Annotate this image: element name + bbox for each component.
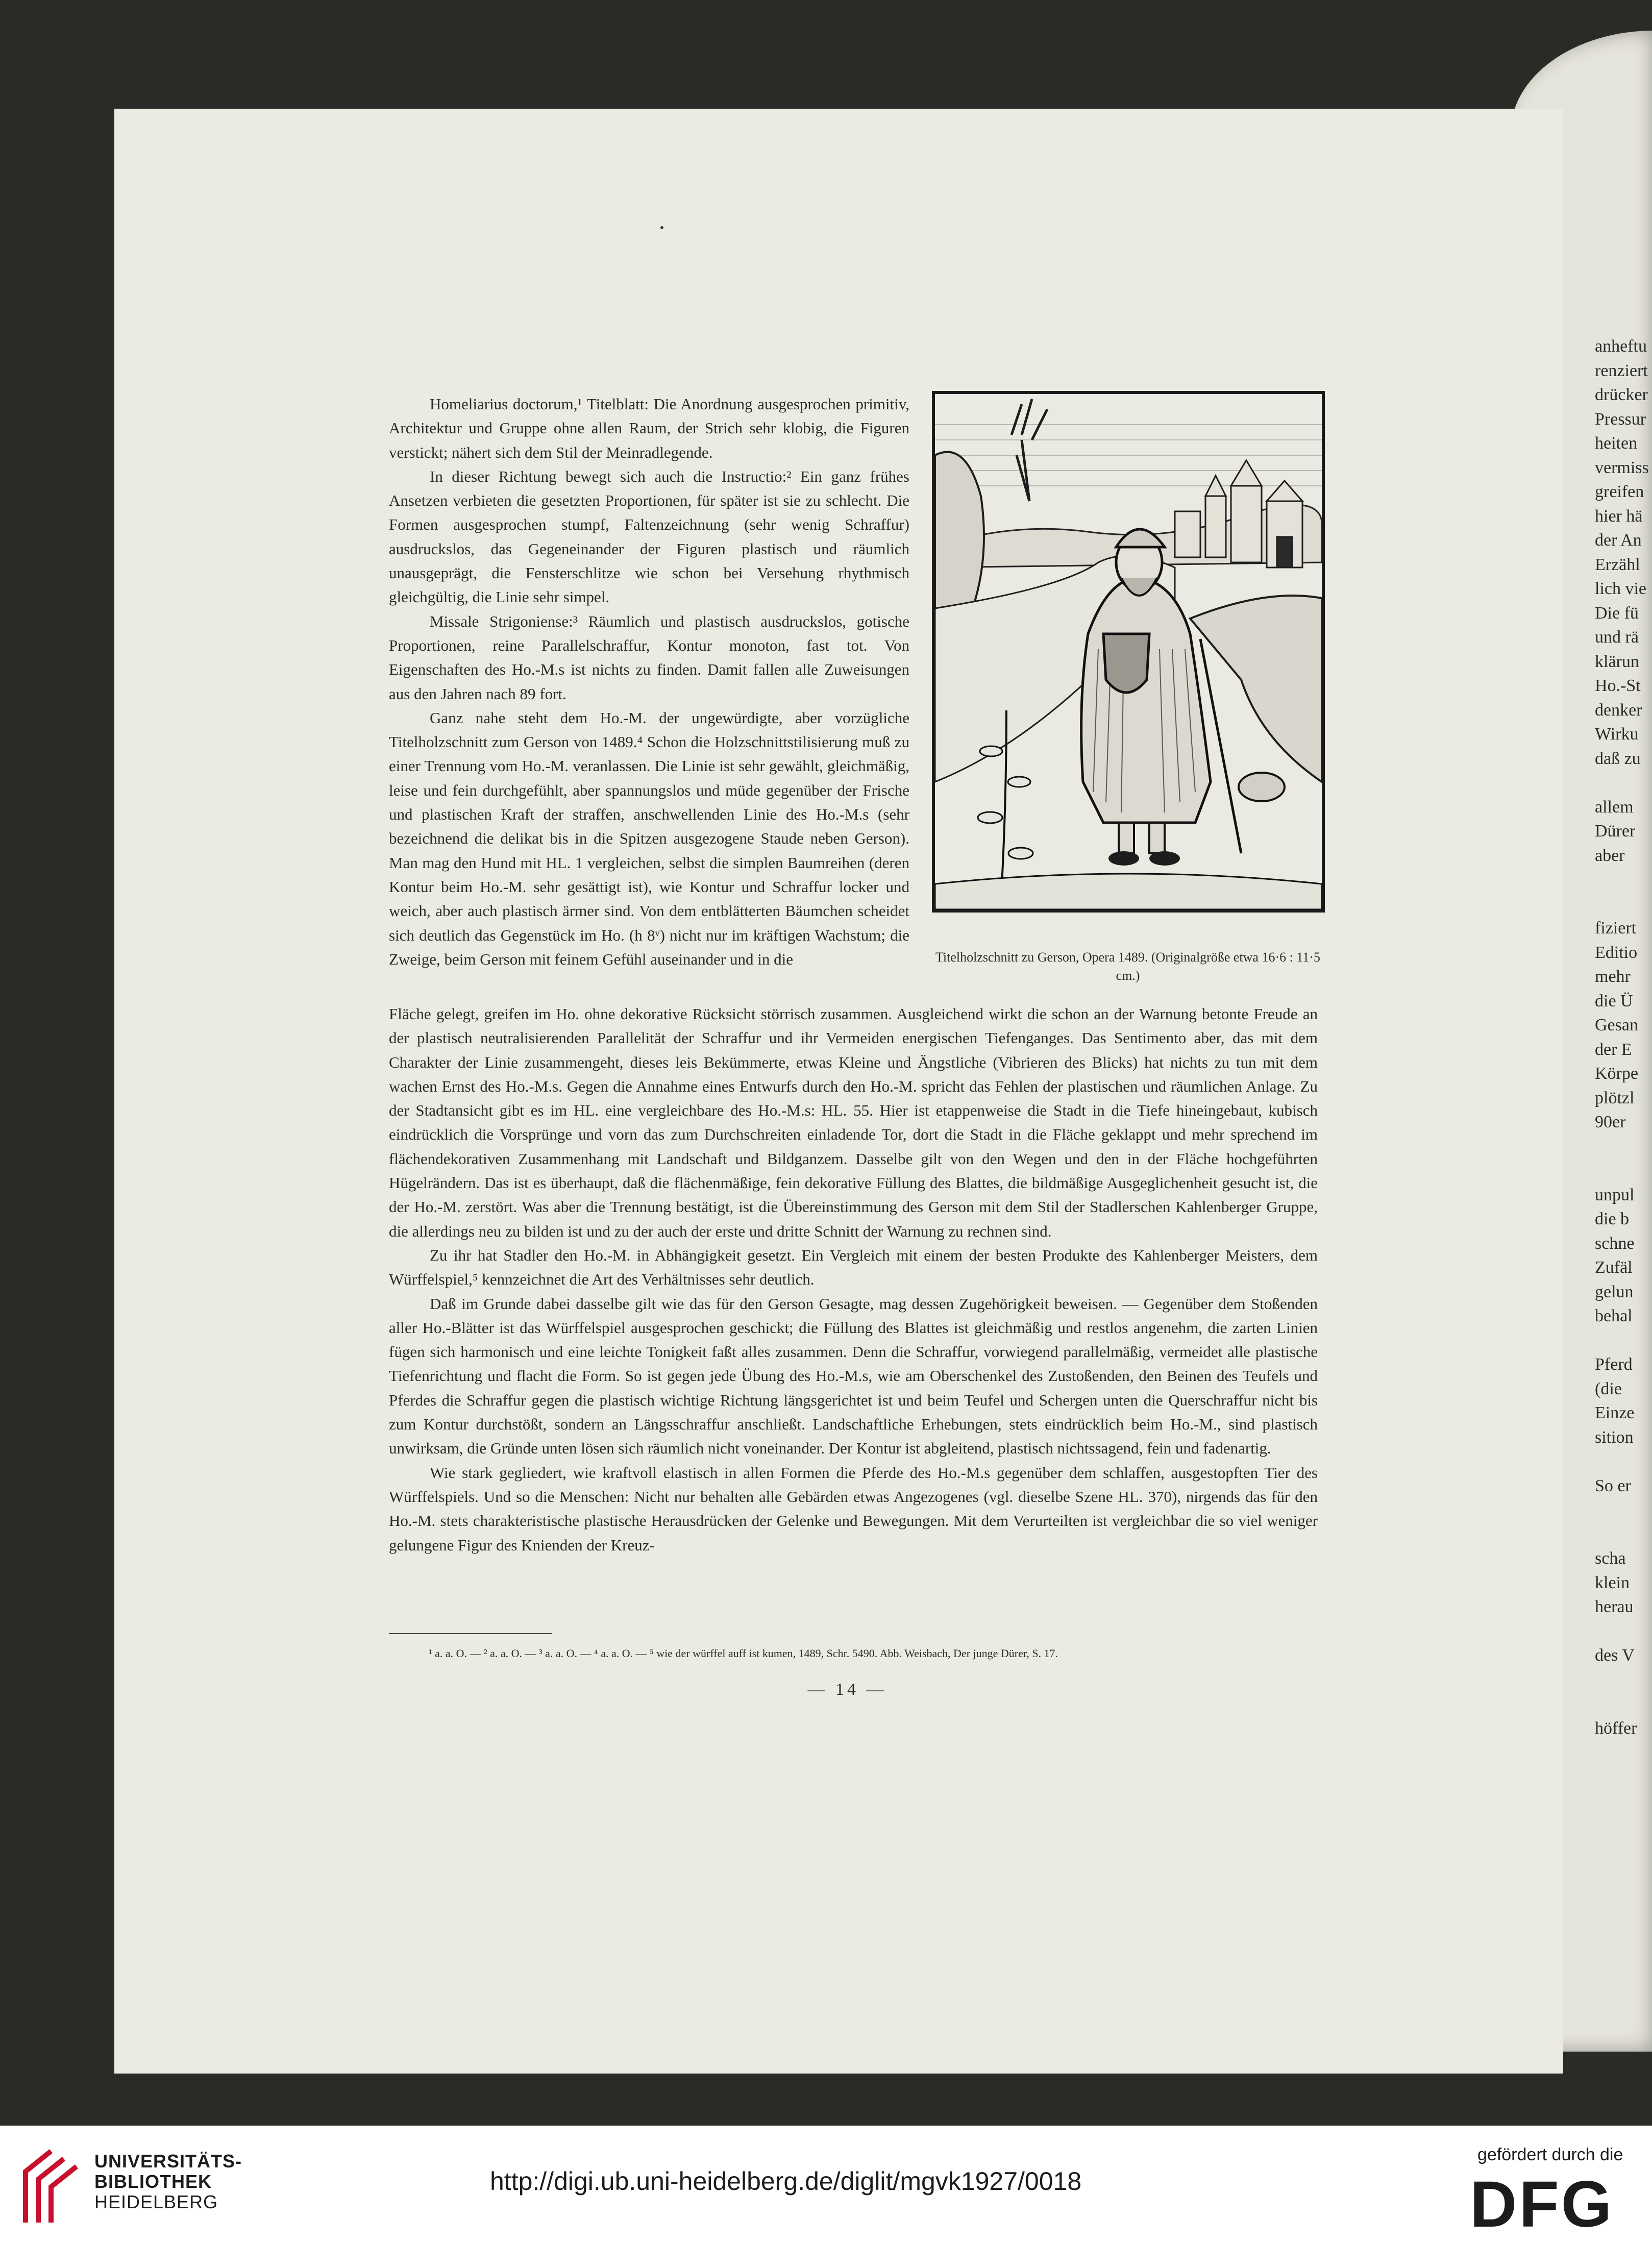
dfg-logo-text: DFG bbox=[1470, 2172, 1614, 2233]
next-page-line: und rä bbox=[1595, 628, 1639, 647]
next-page-line: aber bbox=[1595, 846, 1625, 865]
next-page-line bbox=[1595, 868, 1652, 892]
woodcut-illustration bbox=[935, 394, 1322, 909]
next-page-line: denker bbox=[1595, 700, 1642, 720]
funded-by-label: gefördert durch die bbox=[1477, 2145, 1623, 2164]
footer-banner bbox=[0, 2126, 1652, 2244]
footnotes: ¹ a. a. O. — ² a. a. O. — ³ a. a. O. — ⁴ a. a. O. — ⁵ wie der würffel auff ist kumen, 1489, Schr. 5490. Abb. Weisbach, Der junge Dürer, S. 17. bbox=[429, 1647, 1058, 1660]
next-page-line: Dürer bbox=[1595, 822, 1636, 841]
next-page-line: der An bbox=[1595, 531, 1642, 550]
next-page-line: die b bbox=[1595, 1210, 1630, 1228]
next-page-line: hier hä bbox=[1595, 506, 1643, 526]
next-page-line: Gesan bbox=[1595, 1016, 1638, 1034]
next-page-line bbox=[1595, 1692, 1652, 1716]
next-page-text bbox=[1595, 334, 1652, 1740]
next-page-line bbox=[1595, 1135, 1652, 1159]
next-page-line bbox=[1595, 1449, 1652, 1474]
dfg-logo-icon bbox=[1470, 2172, 1633, 2233]
next-page-line bbox=[1595, 1328, 1652, 1353]
paragraph-homeliarius: Homeliarius doctorum,¹ Titelblatt: Die Anordnung ausgesprochen primitiv, Architektur und Gruppe ohne allen Raum, der Strich sehr klobig, die Figuren verstickt; nähert sich dem Stil der Meinradlegende. bbox=[389, 395, 909, 461]
next-page-line bbox=[1595, 771, 1652, 795]
next-page-line: Wirku bbox=[1595, 725, 1639, 744]
paragraph-stadler: Zu ihr hat Stadler den Ho.-M. in Abhängigkeit gesetzt. Ein Vergleich mit einem der besten Produkte des Kahlenberger Meisters, dem Würffelspiel,⁵ kennzeichnet die Art des Verhältnisses sehr deutlich. bbox=[389, 1246, 1318, 1289]
next-page-line bbox=[1595, 1498, 1652, 1522]
next-page-line: unpul bbox=[1595, 1185, 1635, 1204]
page-number: — 14 — bbox=[807, 1680, 887, 1699]
university-logo-icon bbox=[15, 2141, 87, 2228]
next-page-line: So er bbox=[1595, 1476, 1631, 1495]
next-page-line: sition bbox=[1595, 1427, 1634, 1447]
next-page-line: lich vie bbox=[1595, 579, 1647, 598]
next-page-line bbox=[1595, 1158, 1652, 1183]
university-name bbox=[94, 2151, 242, 2212]
next-page-line: Erzähl bbox=[1595, 555, 1640, 574]
next-page-line: herau bbox=[1595, 1597, 1634, 1616]
next-page-line: daß zu bbox=[1595, 749, 1641, 768]
woodcut-figure bbox=[932, 391, 1325, 913]
next-page-line: renziert bbox=[1595, 361, 1648, 380]
paragraph-flaeche: Fläche gelegt, greifen im Ho. ohne dekorative Rücksicht störrisch zusammen. Ausgleichend wirkt die schon an der Warnung betonte Freude an der plastisch neutralisierenden Parallelität der Schraffur und ihr Vermeiden energischen Tiefenganges. Das Sentimento aber, das mit dem Charakter der Linie zusammengeht, dieses leis Bekümmerte, etwas Kleine und Ängstliche (Vibrieren des Blicks) hat nichts zu tun mit dem wachen Ernst des Ho.-M.s. Gegen die Annahme eines Entwurfs durch den Ho.-M. spricht das Fehlen der plastischen und räumlichen Anlage. Zu der Stadtansicht gibt es im HL. eine vergleichbare des Ho.-M.s: HL. 55. Hier ist etappenweise die Stadt in die Tiefe hineingebaut, kubisch eindrücklich die Vorsprünge und vorn das zum Durchschreiten einladende Tor, dort die Stadt in die Fläche geklappt und mehr sprechend im flächendekorativen Zusammenhang mit Landschaft und Bildganzem. Dasselbe gilt von den Wegen und den in der Fläche hochgeführten Hügelrändern. Das ist es überhaupt, daß die flächenmäßige, fein dekorative Füllung des Blattes, die bildmäßige Ausgeglichenheit gesucht ist, die der Ho.-M. zerstört. Was aber die Trennung bestätigt, ist die Übereinstimmung des Gerson mit dem Stil der Stadlerschen Kahlenberger Gruppe, die allerdings neu zu bilden ist und zu der auch der erste und dritte Schnitt der Warnung zu rechnen sind. bbox=[389, 1005, 1318, 1240]
permalink[interactable]: http://digi.ub.uni-heidelberg.de/diglit/mgvk1927/0018 bbox=[490, 2167, 1082, 2196]
figure-caption: Titelholzschnitt zu Gerson, Opera 1489. (Originalgröße etwa 16·6 : 11·5 cm.) bbox=[935, 950, 1321, 983]
next-page-line: anheftu bbox=[1595, 337, 1647, 356]
next-page-line: Editio bbox=[1595, 943, 1638, 962]
next-page-line: drücker bbox=[1595, 385, 1648, 404]
paragraph-pferde: Wie stark gegliedert, wie kraftvoll elastisch in allen Formen die Pferde des Ho.-M.s gegenüber dem schlaffen, ausgestopften Tier des Würffelspiels. Und so die Menschen: Nicht nur behalten alle Gebärden etwas Angezogenes (vgl. dieselbe Szene HL. 370), nirgends das für den Ho.-M. stets charakteristische plastische Herausdrücken der Gelenke und Bewegungen. Mit dem Verurteilten ist vergleichbar die so viel weniger gelungene Figur des Knienden der Kreuz- bbox=[389, 1463, 1318, 1554]
next-page-line: heiten bbox=[1595, 434, 1638, 453]
next-page-line: behal bbox=[1595, 1306, 1633, 1325]
next-page-line: des V bbox=[1595, 1646, 1635, 1665]
paragraph-gerson: Ganz nahe steht dem Ho.-M. der ungewürdigte, aber vorzügliche Titelholzschnitt zum Gerson von 1489.⁴ Schon die Holzschnittstilisierung muß zu einer Trennung vom Ho.-M. veranlassen. Die Linie ist sehr gewählt, gleichmäßig, leise und fein durchgefühlt, aber spannungslos und müde gegenüber der Frische und plastischen Kraft der straffen, anschwellenden Linie des Ho.-M.s (sehr bezeichnend die delikat bis in die Spitzen ausgezogene Staude neben Gerson). Man mag den Hund mit HL. 1 vergleichen, selbst die simplen Baumreihen (deren Kontur beim Ho.-M. sehr gesättigt ist), wie Kontur und Schraffur locker und weich, aber auch plastisch ärmer sind. Von dem entblätterten Bäumchen scheidet sich deutlich das Gegenstück im Ho. (h 8ᵛ) nicht nur im kräftigen Wachstum; die Zweige, beim Gerson mit feinem Gefühl auseinander und in die bbox=[389, 708, 909, 968]
next-page-line bbox=[1595, 1668, 1652, 1692]
next-page-line: Pressur bbox=[1595, 409, 1646, 429]
next-page-line: allem bbox=[1595, 797, 1634, 817]
next-page-line: mehr bbox=[1595, 967, 1631, 986]
next-page-line: Zufäl bbox=[1595, 1258, 1633, 1277]
next-page-line bbox=[1595, 1619, 1652, 1644]
next-page-line: klein bbox=[1595, 1573, 1630, 1592]
university-name-line1: UNIVERSITÄTS- bbox=[94, 2151, 242, 2172]
next-page-line: (die bbox=[1595, 1379, 1622, 1398]
next-page-line: der E bbox=[1595, 1040, 1632, 1059]
next-page-line: scha bbox=[1595, 1549, 1626, 1568]
next-page-line: Körpe bbox=[1595, 1064, 1638, 1083]
full-width-text bbox=[389, 1002, 1318, 1557]
university-name-line2: BIBLIOTHEK bbox=[94, 2171, 212, 2192]
next-page-line: Pferd bbox=[1595, 1355, 1633, 1374]
next-page-line: schne bbox=[1595, 1234, 1635, 1253]
paragraph-wuerffelspiel: Daß im Grunde dabei dasselbe gilt wie das für den Gerson Gesagte, mag dessen Zugehörigkeit beweisen. — Gegenüber dem Stoßenden aller Ho.-Blätter ist das Würffelspiel ausgesprochen geschickt; die Füllung des Blattes ist gleichmäßig und restlos angenehm, die zarten Linien fügen sich harmonisch und eine leichte Tonigkeit faßt alles zusammen. Denn die Schraffur, vorwiegend parallelmäßig, vermeidet alle plastische Tiefenrichtung und flacht die Form. So ist gegen jede Übung des Ho.-M.s, wie am Oberschenkel des Zustoßenden, den Beinen des Teufels und Pferdes die Schraffur gegen die plastisch wichtige Richtung längsgerichtet ist und beim Teufel und Schergen unten die Querschraffur nicht bis zum Kontur durchstößt, sondern an Längsschraffur anschließt. Landschaftliche Erhebungen, stets eindrücklich beim Ho.-M., sind plastisch unwirksam, die Gründe unten lösen sich räumlich nicht voneinander. Der Kontur ist abgleitend, plastisch nichtssagend, fein und fadenartig. bbox=[389, 1294, 1318, 1458]
paragraph-instructio: In dieser Richtung bewegt sich auch die Instructio:² Ein ganz frühes Ansetzen verbieten die gesetzten Proportionen, für später ist sie zu schlecht. Die Formen ausgesprochen stumpf, Faltenzeichnung (sehr wenig Schraffur) ausdruckslos, das Gegeneinander der Figuren plastisch und räumlich unausgeprägt, die Fensterschlitze wie schon bei Versehung rhythmisch gleichgültig, die Linie sehr simpel. bbox=[389, 467, 909, 606]
next-page-line: die Ü bbox=[1595, 991, 1633, 1010]
next-page-line: klärun bbox=[1595, 652, 1639, 671]
page-speck bbox=[660, 226, 663, 229]
university-name-line3: HEIDELBERG bbox=[94, 2191, 218, 2212]
next-page-line: gelun bbox=[1595, 1282, 1634, 1301]
footnote-rule bbox=[389, 1633, 552, 1634]
paragraph-missale: Missale Strigoniense:³ Räumlich und plastisch ausdruckslos, gotische Proportionen, reine Parallelschraffur, Kontur monoton, fast tot. Von Eigenschaften des Ho.-M.s ist nichts zu finden. Damit fallen alle Zuweisungen aus den Jahren nach 89 fort. bbox=[389, 612, 909, 703]
next-page-line bbox=[1595, 892, 1652, 917]
next-page-line: plötzl bbox=[1595, 1088, 1635, 1107]
next-page-line: Ho.-St bbox=[1595, 676, 1641, 695]
next-page-line bbox=[1595, 1522, 1652, 1547]
next-page-line: fiziert bbox=[1595, 919, 1637, 938]
next-page-line: Die fü bbox=[1595, 603, 1639, 623]
next-page-line: vermiss bbox=[1595, 458, 1649, 477]
next-page-line: Einze bbox=[1595, 1403, 1635, 1422]
next-page-line: höffer bbox=[1595, 1718, 1637, 1738]
next-page-line: greifen bbox=[1595, 482, 1644, 501]
next-page-line: 90er bbox=[1595, 1113, 1626, 1131]
column-text bbox=[389, 392, 909, 971]
